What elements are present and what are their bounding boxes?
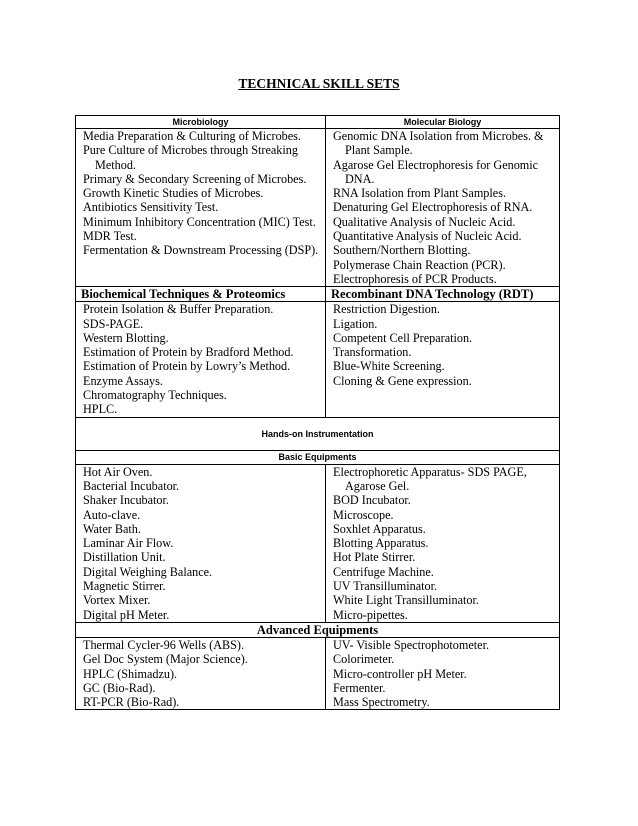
list-item: Gel Doc System (Major Science). xyxy=(83,652,248,667)
list-item: Centrifuge Machine. xyxy=(333,564,434,579)
rdt-list xyxy=(326,302,559,388)
biochemical-list xyxy=(76,302,325,416)
list-item: MDR Test. xyxy=(83,229,137,244)
list-item: Electrophoresis of PCR Products. xyxy=(333,271,497,286)
hands-on-header: Hands-on Instrumentation xyxy=(76,417,560,450)
list-item: Qualitative Analysis of Nucleic Acid. xyxy=(333,214,516,229)
list-item: Agarose Gel Electrophoresis for Genomic DNA. xyxy=(333,157,539,186)
list-item: Micro-pipettes. xyxy=(333,607,408,622)
list-item: Auto-clave. xyxy=(83,507,141,522)
list-item: Microscope. xyxy=(333,507,394,522)
list-item: Ligation. xyxy=(333,316,378,331)
list-item: Estimation of Protein by Bradford Method. xyxy=(83,345,294,360)
list-item: Soxhlet Apparatus. xyxy=(333,521,426,536)
list-item: UV- Visible Spectrophotometer. xyxy=(333,637,489,652)
biochemical-header: Biochemical Techniques & Proteomics xyxy=(76,287,326,302)
list-item: Digital pH Meter. xyxy=(83,607,170,622)
list-item: Fermenter. xyxy=(333,680,386,695)
list-item: RNA Isolation from Plant Samples. xyxy=(333,186,506,201)
list-item: HPLC. xyxy=(83,402,118,417)
list-item: Pure Culture of Microbes through Streaking Method. xyxy=(83,143,298,172)
list-item: HPLC (Shimadzu). xyxy=(83,666,178,681)
advanced-right-cell xyxy=(326,637,560,709)
list-item: Estimation of Protein by Lowry’s Method. xyxy=(83,359,291,374)
basic-equipments-header: Basic Equipments xyxy=(76,450,560,464)
advanced-left-cell xyxy=(76,637,326,709)
page-title: TECHNICAL SKILL SETS xyxy=(238,76,400,91)
list-item: Vortex Mixer. xyxy=(83,593,151,608)
list-item: Micro-controller pH Meter. xyxy=(333,666,467,681)
list-item: Blotting Apparatus. xyxy=(333,536,429,551)
microbiology-cell xyxy=(76,129,326,287)
list-item: Blue-White Screening. xyxy=(333,359,445,374)
basic-right-cell xyxy=(326,464,560,622)
microbiology-list xyxy=(76,129,325,258)
list-item: UV Transilluminator. xyxy=(333,579,438,594)
list-item: Distillation Unit. xyxy=(83,550,166,565)
list-item: Digital Weighing Balance. xyxy=(83,564,213,579)
list-item: Primary & Secondary Screening of Microbes. xyxy=(83,171,307,186)
list-item: Quantitative Analysis of Nucleic Acid. xyxy=(333,229,522,244)
advanced-left-list xyxy=(76,638,325,709)
list-item: Growth Kinetic Studies of Microbes. xyxy=(83,186,264,201)
list-item: Colorimeter. xyxy=(333,652,395,667)
microbiology-header: Microbiology xyxy=(76,116,326,129)
list-item: Fermentation & Downstream Processing (DSP). xyxy=(83,243,319,258)
list-item: Thermal Cycler-96 Wells (ABS). xyxy=(83,637,245,652)
list-item: Minimum Inhibitory Concentration (MIC) Test. xyxy=(83,214,316,229)
list-item: Southern/Northern Blotting. xyxy=(333,243,471,258)
rdt-cell xyxy=(326,302,560,417)
molecular-biology-cell xyxy=(326,129,560,287)
list-item: Restriction Digestion. xyxy=(333,302,440,317)
list-item: Western Blotting. xyxy=(83,330,169,345)
list-item: GC (Bio-Rad). xyxy=(83,680,156,695)
basic-right-list xyxy=(326,465,559,622)
list-item: Magnetic Stirrer. xyxy=(83,579,166,594)
basic-left-list xyxy=(76,465,325,622)
list-item: RT-PCR (Bio-Rad). xyxy=(83,695,180,710)
advanced-right-list xyxy=(326,638,559,709)
list-item: Hot Air Oven. xyxy=(83,464,153,479)
list-item: Chromatography Techniques. xyxy=(83,388,227,403)
molecular-biology-list xyxy=(326,129,559,286)
biochemical-cell xyxy=(76,302,326,417)
list-item: Polymerase Chain Reaction (PCR). xyxy=(333,257,506,272)
list-item: Mass Spectrometry. xyxy=(333,695,430,710)
list-item: Shaker Incubator. xyxy=(83,493,169,508)
advanced-equipments-header: Advanced Equipments xyxy=(76,622,560,637)
list-item: Transformation. xyxy=(333,345,412,360)
list-item: Competent Cell Preparation. xyxy=(333,330,473,345)
rdt-header: Recombinant DNA Technology (RDT) xyxy=(326,287,560,302)
list-item: Laminar Air Flow. xyxy=(83,536,174,551)
list-item: BOD Incubator. xyxy=(333,493,411,508)
list-item: Hot Plate Stirrer. xyxy=(333,550,416,565)
list-item: Enzyme Assays. xyxy=(83,373,163,388)
list-item: White Light Transilluminator. xyxy=(333,593,479,608)
list-item: Bacterial Incubator. xyxy=(83,478,180,493)
basic-left-cell xyxy=(76,464,326,622)
list-item: Water Bath. xyxy=(83,521,141,536)
molecular-biology-header: Molecular Biology xyxy=(326,116,560,129)
list-item: Genomic DNA Isolation from Microbes. & Plant Sample. xyxy=(333,129,544,158)
list-item: Denaturing Gel Electrophoresis of RNA. xyxy=(333,200,533,215)
skills-table xyxy=(75,115,560,710)
list-item: Protein Isolation & Buffer Preparation. xyxy=(83,302,274,317)
list-item: Media Preparation & Culturing of Microbes. xyxy=(83,129,301,143)
list-item: Antibiotics Sensitivity Test. xyxy=(83,200,219,215)
list-item: Cloning & Gene expression. xyxy=(333,373,472,388)
list-item: Electrophoretic Apparatus- SDS PAGE, Agarose Gel. xyxy=(333,464,527,493)
list-item: SDS-PAGE. xyxy=(83,316,144,331)
